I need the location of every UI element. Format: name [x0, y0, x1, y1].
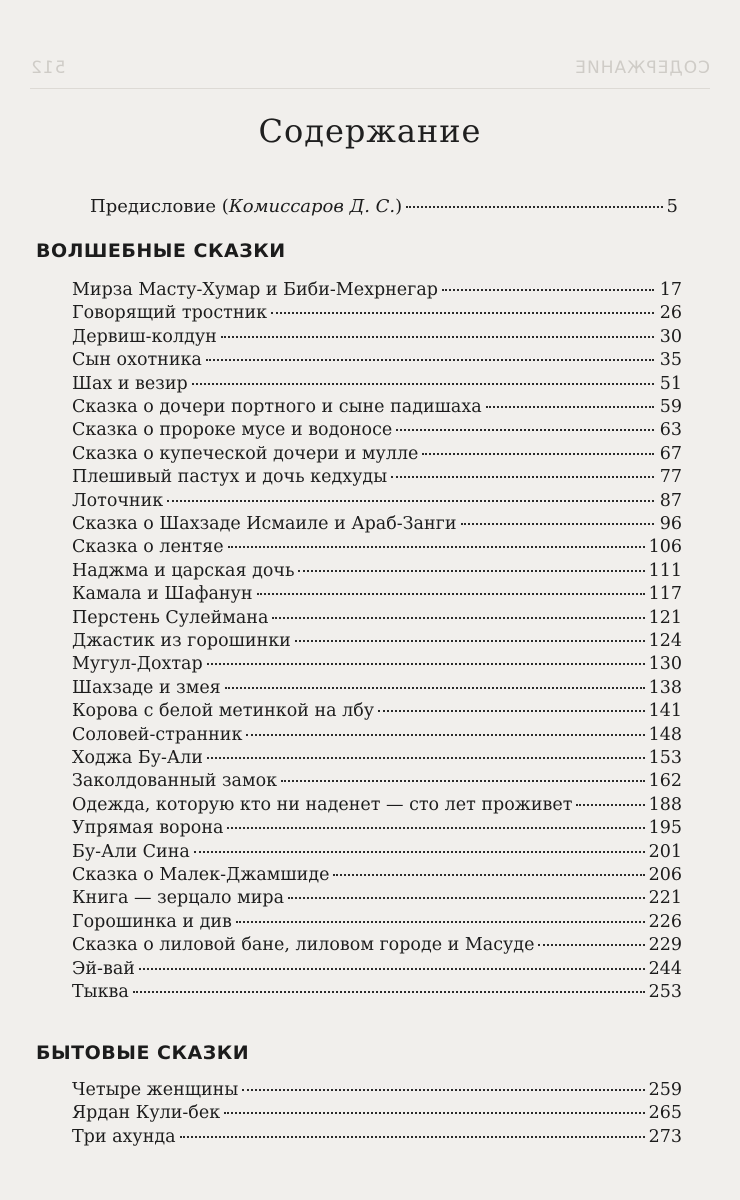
preface-page: 5	[666, 196, 678, 217]
dot-leader	[272, 617, 644, 619]
dot-leader	[139, 968, 645, 970]
dot-leader	[167, 500, 654, 502]
toc-entry-page: 96	[659, 514, 682, 534]
dot-leader	[281, 780, 645, 782]
toc-entry-page: 63	[659, 420, 682, 441]
toc-entry-page: 229	[648, 935, 682, 956]
dot-leader	[228, 546, 645, 548]
toc-entry-page: 244	[648, 958, 682, 979]
dot-leader	[207, 663, 645, 665]
toc-entry-page: 162	[648, 771, 682, 792]
toc-entry-page: 87	[659, 490, 682, 511]
toc-entry-title: Эй-вай	[72, 958, 135, 979]
toc-entry-page: 259	[648, 1080, 682, 1100]
toc-entry-page: 206	[648, 865, 682, 885]
dot-leader	[271, 312, 654, 314]
section-title-magic: ВОЛШЕБНЫЕ СКАЗКИ	[36, 240, 286, 262]
dot-leader	[298, 570, 644, 572]
toc-entry-page: 148	[648, 724, 682, 745]
toc-entry-page: 51	[659, 373, 682, 394]
toc-entry-preface	[90, 196, 678, 226]
toc-entry-page: 77	[659, 467, 682, 488]
toc-entry-title: Тыква	[72, 982, 129, 1002]
dot-leader	[378, 710, 645, 712]
dot-leader	[442, 289, 654, 291]
show-through-header: СОДЕРЖАНИЕ 512	[30, 58, 710, 78]
dot-leader	[227, 827, 644, 829]
toc-entry-title: Сказка о купеческой дочери и мулле	[72, 443, 419, 464]
toc-entry-title: Сказка о Шахзаде Исмаиле и Араб-Занги	[72, 514, 457, 534]
toc-entry-title: Заколдованный замок	[72, 771, 278, 792]
toc-entry-page: 121	[648, 607, 682, 628]
toc-entry-page: 124	[648, 631, 682, 651]
page-title: Содержание	[258, 112, 482, 150]
toc-entry-title: Четыре женщины	[72, 1080, 239, 1100]
dot-leader	[242, 1089, 644, 1091]
toc-entry-page: 130	[648, 654, 682, 675]
toc-entry-title: Джастик из горошинки	[72, 631, 291, 651]
toc-entry-page: 26	[659, 303, 682, 324]
toc-entry	[72, 1127, 682, 1155]
preface-label: Предисловие (	[90, 196, 229, 217]
toc-entry-title: Бу-Али Сина	[72, 841, 190, 862]
toc-entry-title: Сказка о дочери портного и сыне падишаха	[72, 397, 482, 417]
toc-entry-title: Мугул-Дохтар	[72, 654, 203, 675]
toc-entry-title: Плешивый пастух и дочь кедхуды	[72, 467, 388, 488]
toc-entry-title: Дервиш-колдун	[72, 326, 217, 347]
dot-leader	[576, 804, 644, 806]
toc-entry-page: 221	[648, 888, 682, 909]
dot-leader	[224, 1112, 644, 1114]
show-through-rule	[30, 88, 710, 89]
dot-leader	[295, 640, 645, 642]
dot-leader	[221, 336, 654, 338]
toc-entry-page: 188	[648, 794, 682, 815]
dot-leader	[288, 897, 645, 899]
dot-leader	[461, 523, 655, 525]
toc-entry-title: Соловей-странник	[72, 724, 243, 745]
dot-leader	[133, 991, 645, 993]
dot-leader	[180, 1136, 645, 1138]
toc-entry-title: Упрямая ворона	[72, 818, 224, 839]
toc-entry-title: Мирза Масту-Хумар и Биби-Мехрнегар	[72, 280, 438, 300]
toc-entry-page: 35	[659, 350, 682, 371]
toc-entry-page: 226	[648, 911, 682, 932]
toc-entry-page: 273	[648, 1126, 682, 1147]
preface-author: Комиссаров Д. С.	[228, 196, 396, 217]
toc-entry-page: 138	[648, 677, 682, 698]
dot-leader	[538, 944, 644, 946]
toc-entry-title: Камала и Шафанун	[72, 584, 253, 605]
toc-entry-title: Горошинка и див	[72, 911, 232, 932]
toc-entry-page: 253	[648, 982, 682, 1002]
dot-leader	[192, 383, 654, 385]
dot-leader	[333, 874, 644, 876]
dot-leader	[257, 593, 645, 595]
toc-entry-title: Три ахунда	[72, 1126, 176, 1147]
dot-leader	[246, 734, 644, 736]
toc-entry-title: Лоточник	[72, 490, 164, 511]
dot-leader	[406, 206, 662, 208]
toc-entry-page: 106	[648, 537, 682, 558]
toc-entry-title: Перстень Сулеймана	[72, 607, 269, 628]
dot-leader	[225, 687, 645, 689]
toc-entry-title: Сказка о лентяе	[72, 537, 224, 558]
toc-entry-title: Сын охотника	[72, 350, 202, 371]
toc-entry-title: Корова с белой метинкой на лбу	[72, 701, 375, 722]
dot-leader	[486, 406, 654, 408]
toc-entry-title: Книга — зерцало мира	[72, 888, 285, 909]
toc-entry-title: Одежда, которую кто ни наденет — сто лет проживет	[72, 794, 573, 815]
dot-leader	[206, 359, 654, 361]
toc-entry-page: 153	[648, 748, 682, 768]
toc-entry-page: 195	[648, 818, 682, 839]
dot-leader	[422, 453, 654, 455]
toc-entry-title: Сказка о лиловой бане, лиловом городе и Масуде	[72, 935, 535, 956]
toc-entry-page: 141	[648, 701, 682, 722]
toc-entry	[72, 982, 682, 1010]
toc-entry-title: Наджма и царская дочь	[72, 560, 295, 581]
toc-entry-page: 67	[659, 443, 682, 464]
dot-leader	[194, 851, 645, 853]
toc-entry-title: Сказка о Малек-Джамшиде	[72, 865, 330, 885]
dot-leader	[396, 429, 654, 431]
toc-entry-page: 265	[648, 1103, 682, 1124]
toc-entry-title: Сказка о пророке мусе и водоносе	[72, 420, 393, 441]
toc-entry-page: 117	[648, 584, 682, 605]
toc-entry-title: Ходжа Бу-Али	[72, 748, 203, 768]
section-title-everyday: БЫТОВЫЕ СКАЗКИ	[36, 1042, 250, 1064]
toc-entry-page: 111	[648, 560, 682, 581]
toc-entry-title: Ярдан Кули-бек	[72, 1103, 221, 1124]
toc-entry-page: 201	[648, 841, 682, 862]
toc-entry-page: 17	[659, 280, 682, 300]
dot-leader	[207, 757, 645, 759]
dot-leader	[391, 476, 654, 478]
preface-close: )	[395, 196, 403, 217]
toc-entry-title: Шах и везир	[72, 373, 188, 394]
toc-entry-page: 59	[659, 397, 682, 417]
toc-entry-title: Говорящий тростник	[72, 303, 268, 324]
dot-leader	[236, 921, 645, 923]
toc-entry-page: 30	[659, 326, 682, 347]
toc-entry-title: Шахзаде и змея	[72, 677, 221, 698]
